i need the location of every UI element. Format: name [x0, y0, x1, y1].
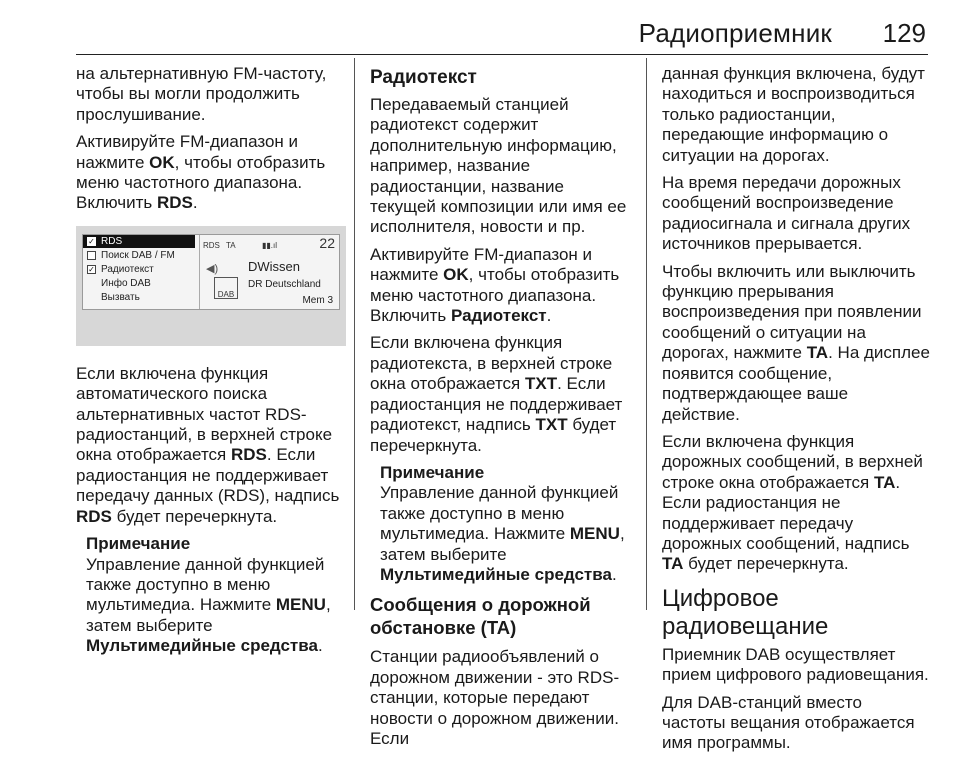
paragraph: Станции радиообъявлений о дорожном движении - это RDS-станции, которые передают новости о дорожном движении. Если — [370, 647, 620, 748]
section-heading: Радиотекст — [370, 67, 477, 88]
note-heading: Примечание — [380, 462, 485, 482]
rds-label: RDS — [156, 193, 193, 213]
dab-icon — [214, 277, 238, 299]
paragraph — [370, 333, 634, 455]
menu-key-label: MENU — [275, 595, 326, 615]
paragraph: данная функция включена, будут находиться и воспроизводиться только радиостанции, передающие информацию о ситуации на дорогах. — [662, 64, 925, 165]
rds-label: RDS — [76, 506, 112, 526]
text: , затем выберите — [86, 595, 331, 635]
note-box — [76, 534, 346, 656]
ok-key-label: OK — [149, 152, 175, 172]
menu-item-label: Инфо DAB — [101, 277, 151, 289]
menu-item-rds — [83, 235, 195, 248]
menu-key-label: MENU — [569, 524, 620, 544]
column-middle — [370, 64, 634, 756]
memory-slot: Mem 3 — [302, 294, 333, 306]
display-screen — [82, 234, 340, 310]
fm-menu — [83, 235, 195, 309]
status-ta: TA — [226, 240, 236, 250]
text: . — [192, 193, 198, 213]
text: будет перечеркнута. — [683, 554, 849, 574]
text: Если включена функция радиотекста, в верхней строке окна отображается — [370, 333, 613, 394]
checkbox-checked-icon: ✓ — [88, 236, 95, 246]
text: . — [546, 306, 552, 326]
ensemble-name: DR Deutschland — [248, 278, 321, 290]
text: Чтобы включить или выключить функцию прерывания воспроизведения при появлении сообщений о ситуации на дорогах, нажмите — [662, 261, 922, 363]
paragraph — [76, 364, 346, 527]
text: будет перечеркнута. — [370, 415, 617, 455]
menu-item-search — [83, 249, 195, 262]
note-text — [86, 555, 346, 657]
menu-item-ref: Мультимедийные средства — [86, 636, 318, 656]
header-rule — [76, 54, 928, 55]
section-heading: Цифровое радиовещание — [662, 584, 829, 640]
menu-item-call — [83, 291, 195, 304]
text: Управление данной функцией также доступно в меню мультимедиа. Нажмите — [86, 554, 325, 615]
text: Активируйте FM-диапазон и нажмите — [76, 132, 299, 172]
text: . Если радиостанция не поддерживает радиотекст, надпись — [370, 374, 623, 435]
paragraph — [76, 132, 346, 214]
text: Активируйте FM-диапазон и нажмите — [370, 244, 593, 285]
paragraph: Передаваемый станцией радиотекст содержит дополнительную информацию, например, название радиостанции, название текущей композиции или имя ее исполнителя, новости и пр. — [370, 95, 627, 237]
text: Управление данной функцией также доступно в меню мультимедиа. Нажмите — [380, 483, 619, 544]
display-figure — [76, 226, 346, 346]
menu-item-label: RDS — [101, 235, 123, 247]
txt-label: TXT — [524, 374, 558, 394]
text: , чтобы отобразить меню частотного диапазона. Включить — [76, 152, 326, 213]
column-right — [662, 64, 930, 761]
paragraph: Для DAB-станций вместо частоты вещания отображается имя программы. — [662, 692, 915, 753]
text: Если включена функция автоматического поиска альтернативных частот RDS-радиостанций, в верхней строке окна отображается — [76, 363, 333, 465]
section-heading: Сообщения о дорожной обстановке (TA) — [370, 594, 591, 639]
rds-label: RDS — [230, 445, 267, 465]
text: . Если радиостанция не поддерживает передачу данных (RDS), надпись — [76, 445, 340, 506]
paragraph — [370, 245, 634, 327]
text: . — [611, 564, 617, 584]
ok-key-label: OK — [443, 265, 469, 285]
station-name: DWissen — [248, 258, 301, 274]
paragraph: на альтернативную FM-частоту, чтобы вы могли продолжить прослушивание. — [76, 64, 327, 124]
menu-item-ref: Радиотекст — [450, 306, 547, 326]
menu-item-ref: Мультимедийные средства — [380, 564, 612, 584]
column-divider — [646, 58, 647, 610]
paragraph — [662, 432, 930, 575]
menu-item-dab-info — [83, 277, 195, 290]
menu-item-label: Вызвать — [101, 291, 140, 303]
speaker-icon: ◀︎) — [206, 262, 219, 275]
txt-label: TXT — [535, 415, 568, 435]
text: , чтобы отобразить меню частотного диапазона. Включить — [370, 265, 620, 326]
status-rds: RDS — [203, 240, 220, 250]
paragraph: Приемник DAB осуществляет прием цифрового радиовещания. — [662, 644, 929, 685]
text: будет перечеркнута. — [111, 506, 278, 526]
text: . На дисплее появится сообщение, подтверждающее ваше действие. — [662, 343, 930, 424]
text: . Если радиостанция не поддерживает передачу дорожных сообщений, надпись — [662, 472, 910, 553]
menu-item-radiotext — [83, 263, 195, 276]
column-divider — [354, 58, 355, 610]
ta-label: TA — [662, 554, 684, 574]
column-left — [76, 64, 346, 665]
page-header — [0, 0, 960, 58]
checkbox-empty-icon — [87, 251, 96, 260]
text: Если включена функция дорожных сообщений, в верхней строке окна отображается — [662, 431, 923, 492]
clock: 22 — [319, 234, 335, 251]
paragraph: На время передачи дорожных сообщений воспроизведение радиосигнала и сигнала других источников прерывается. — [662, 173, 911, 254]
page-number: 129 — [882, 18, 926, 48]
note-text — [380, 483, 634, 585]
menu-item-label: Радиотекст — [101, 263, 154, 275]
checkbox-checked-icon: ✓ — [88, 264, 95, 274]
text: . — [317, 636, 323, 656]
signal-icon: ▮▮.ıl — [262, 240, 278, 250]
note-heading: Примечание — [86, 534, 191, 554]
dab-label: DAB — [217, 289, 235, 299]
ta-label: TA — [806, 343, 829, 363]
menu-item-label: Поиск DAB / FM — [101, 249, 175, 261]
chapter-title: Радиоприемник — [638, 18, 832, 48]
station-panel — [199, 235, 339, 309]
paragraph — [662, 262, 930, 425]
text: , затем выберите — [380, 524, 625, 564]
ta-label: TA — [873, 472, 896, 492]
note-box — [370, 463, 634, 585]
